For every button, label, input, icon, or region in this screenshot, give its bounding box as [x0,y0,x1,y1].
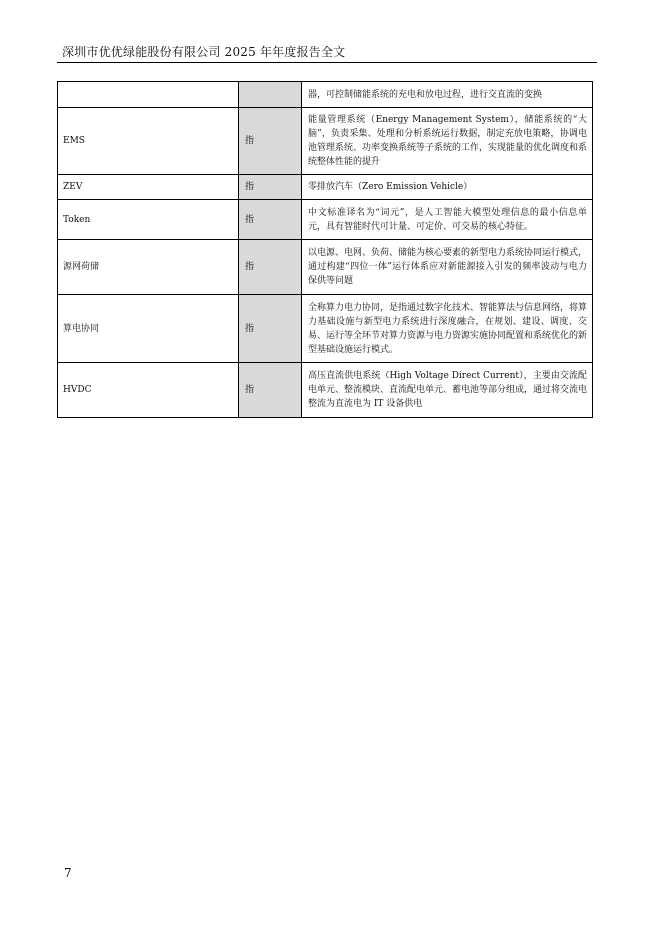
definition-cell: 中文标准译名为“词元”，是人工智能大模型处理信息的最小信息单元，具有智能时代可计量、可定价、可交易的核心特征。 [302,200,593,240]
table-row [58,82,593,108]
term-cell: 算电协同 [58,295,239,363]
marker-cell: 指 [239,240,302,295]
page-number: 7 [64,866,72,880]
marker-cell: 指 [239,108,302,175]
term-cell: 源网荷储 [58,240,239,295]
report-header-title: 深圳市优优绿能股份有限公司 2025 年年度报告全文 [62,45,346,59]
marker-cell: 指 [239,295,302,363]
table-row [58,200,593,240]
table-row [58,175,593,200]
marker-cell: 指 [239,175,302,200]
term-cell: EMS [58,108,239,175]
definition-cell: 器，可控制储能系统的充电和放电过程，进行交直流的变换 [302,82,593,108]
definition-cell: 能量管理系统（Energy Management System），储能系统的“大脑”，负责采集、处理和分析系统运行数据，制定充放电策略，协调电池管理系统、功率变换系统等子系统的工作，实现能量的优化调度和系统整体性能的提升 [302,108,593,175]
marker-cell: 指 [239,363,302,418]
definition-cell: 全称算力电力协同，是指通过数字化技术、智能算法与信息网络，将算力基础设施与新型电力系统进行深度融合，在规划、建设、调度、交易、运行等全环节对算力资源与电力资源实施协同配置和系统优化的新型基础设施运行模式。 [302,295,593,363]
marker-cell: 指 [239,200,302,240]
table-row [58,295,593,363]
table-row [58,240,593,295]
table-row [58,108,593,175]
definition-cell: 零排放汽车（Zero Emission Vehicle） [302,175,593,200]
definition-cell: 以电源、电网、负荷、储能为核心要素的新型电力系统协同运行模式，通过构建“四位一体”运行体系应对新能源接入引发的频率波动与电力保供等问题 [302,240,593,295]
term-cell: Token [58,200,239,240]
definition-cell: 高压直流供电系统（High Voltage Direct Current），主要由交流配电单元、整流模块、直流配电单元、蓄电池等部分组成，通过将交流电整流为直流电为 IT 设备供电 [302,363,593,418]
table-row [58,363,593,418]
term-cell [58,82,239,108]
header-divider [57,62,597,63]
term-cell: HVDC [58,363,239,418]
marker-cell [239,82,302,108]
term-cell: ZEV [58,175,239,200]
glossary-table [57,81,593,418]
